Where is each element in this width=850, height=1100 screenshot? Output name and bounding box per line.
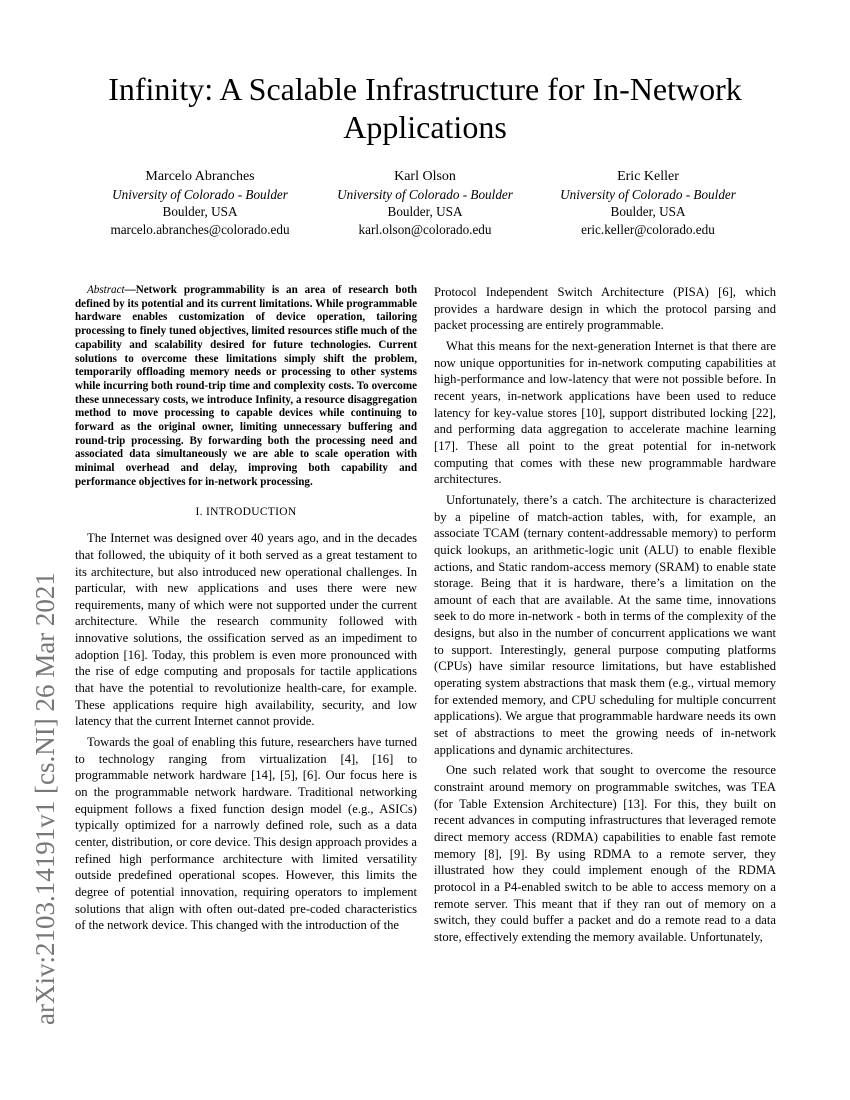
body-paragraph: The Internet was designed over 40 years ago, and in the decades that followed, the ubiquity of it both served as a great testament to its architecture, but also introduced new operational challenges. In particular, with new applications and uses there were new requirements, many of which were not supported under the current architecture. While the research community followed with innovative solutions, the ossification served as an impediment to adoption [16]. Today, this problem is even more pronounced with the rise of edge computing and proposals for tactile applications that have the potential to revolutionize health-care, for example. These applications require high availability, security, and low latency that the current Internet cannot provide.: [75, 531, 417, 729]
author-location: Boulder, USA: [610, 204, 686, 219]
author-block: [320, 168, 530, 238]
author-email[interactable]: marcelo.abranches@colorado.edu: [110, 221, 290, 237]
arxiv-identifier-text: arXiv:2103.14191v1 [cs.NI] 26 Mar 2021: [30, 572, 60, 1025]
author-email[interactable]: eric.keller@colorado.edu: [581, 221, 715, 237]
body-paragraph: What this means for the next-generation Internet is that there are now unique opportunities for in-network computing capabilities at high-performance and low-latency that were not possible before. In recent years, in-network applications have been used to reduce latency for key-value stores [10], support distributed locking [22], and performing data aggregation to accelerate machine learning [17]. These all point to the great potential for in-network computing that comes with these new programmable hardware architectures.: [434, 338, 776, 487]
author-affiliation: University of Colorado - Boulder: [560, 186, 736, 202]
body-paragraph-continuation: Protocol Independent Switch Architecture (PISA) [6], which provides a hardware design in which the protocol parsing and packet processing are entirely programmable.: [434, 285, 776, 333]
author-block: [95, 168, 305, 238]
right-column: [434, 284, 776, 950]
body-paragraph: Unfortunately, there’s a catch. The architecture is characterized by a pipeline of match-action tables, with, for example, an associate TCAM (ternary content-addressable memory) to perform quick lookups, an arithmetic-logic unit (ALU) to enable flexible actions, and Static random-access memory (SRAM) to enable state storage. Being that it is hardware, there’s a limitation on the amount of each that are available. At the same time, innovations seek to do more in-network - both in terms of the complexity of the designs, but also in the number of concurrent applications we want to support. Interestingly, general purpose computing platforms (CPUs) have similar resource limitations, but have established operating system abstractions that mask them (e.g., virtual memory for extended memory, and CPU scheduling for multiple concurrent applications). We argue that programmable hardware needs its own set of abstractions to meet the growing needs of in-network applications and dynamic architectures.: [434, 492, 776, 757]
abstract: [75, 284, 417, 490]
author-name: Marcelo Abranches: [145, 169, 255, 184]
paper-title: Infinity: A Scalable Infrastructure for In-Network Applications: [108, 71, 742, 145]
arxiv-side-identifier: [25, 300, 65, 1025]
body-paragraph: Towards the goal of enabling this future, researchers have turned to technology ranging from virtualization [4], [16] to programmable network hardware [14], [5], [6]. Our focus here is on the programmable network hardware. Traditional networking equipment follows a fixed function design model (e.g., ASICs) typically optimized for a narrowly defined role, such as a data center, distribution, or core device. This design approach provides a refined high performance architecture with limited versatility outside predefined operational scopes. However, this limits the degree of potential innovation, requiring operators to implement solutions that align with often out-dated pre-coded characteristics of the network device. This changed with the introduction of the: [75, 735, 417, 933]
author-name: Karl Olson: [394, 169, 456, 184]
body-paragraph: One such related work that sought to overcome the resource constraint around memory on programmable switches, was TEA (for Table Extension Architecture) [13]. For this, they built on recent advances in computing infrastructures that leveraged remote direct memory access (RDMA) capabilities to enable fast remote memory [8], [9]. By using RDMA to a remote server, they illustrated how they could implement enough of the RDMA protocol in a P4-enabled switch to be able to access memory on a remote server. This meant that if they ran out of memory on a switch, they could buffer a packet and do a remote read to a data store, effectively extending the memory available. Unfortunately,: [434, 763, 776, 944]
author-location: Boulder, USA: [162, 204, 238, 219]
author-location: Boulder, USA: [387, 204, 463, 219]
author-affiliation: University of Colorado - Boulder: [112, 186, 288, 202]
section-heading: I. INTRODUCTION: [195, 505, 297, 518]
author-name: Eric Keller: [617, 169, 679, 184]
author-affiliation: University of Colorado - Boulder: [337, 186, 513, 202]
author-block: [543, 168, 753, 238]
abstract-label: Abstract: [87, 284, 125, 296]
left-column: [75, 284, 417, 938]
author-email[interactable]: karl.olson@colorado.edu: [358, 221, 492, 237]
abstract-text: —Network programmability is an area of research both defined by its potential and its current limitations. While programmable hardware enables customization of device operation, tailoring processing to finely tuned objectives, limited resources stifle much of the capability and scalability desired for future technologies. Current solutions to overcome these limitations simply shift the problem, temporarily offloading memory needs or processing to other systems while incurring both round-trip time and complexity costs. To overcome these unnecessary costs, we introduce Infinity, a resource disaggregation method to move processing to capable devices while continuing to forward as the original owner, limiting unnecessary buffering and round-trip processing. By forwarding both the processing need and associated data simultaneously we are able to scale operation with minimal overhead and delay, improving both capability and performance objectives for in-network processing.: [75, 284, 417, 488]
